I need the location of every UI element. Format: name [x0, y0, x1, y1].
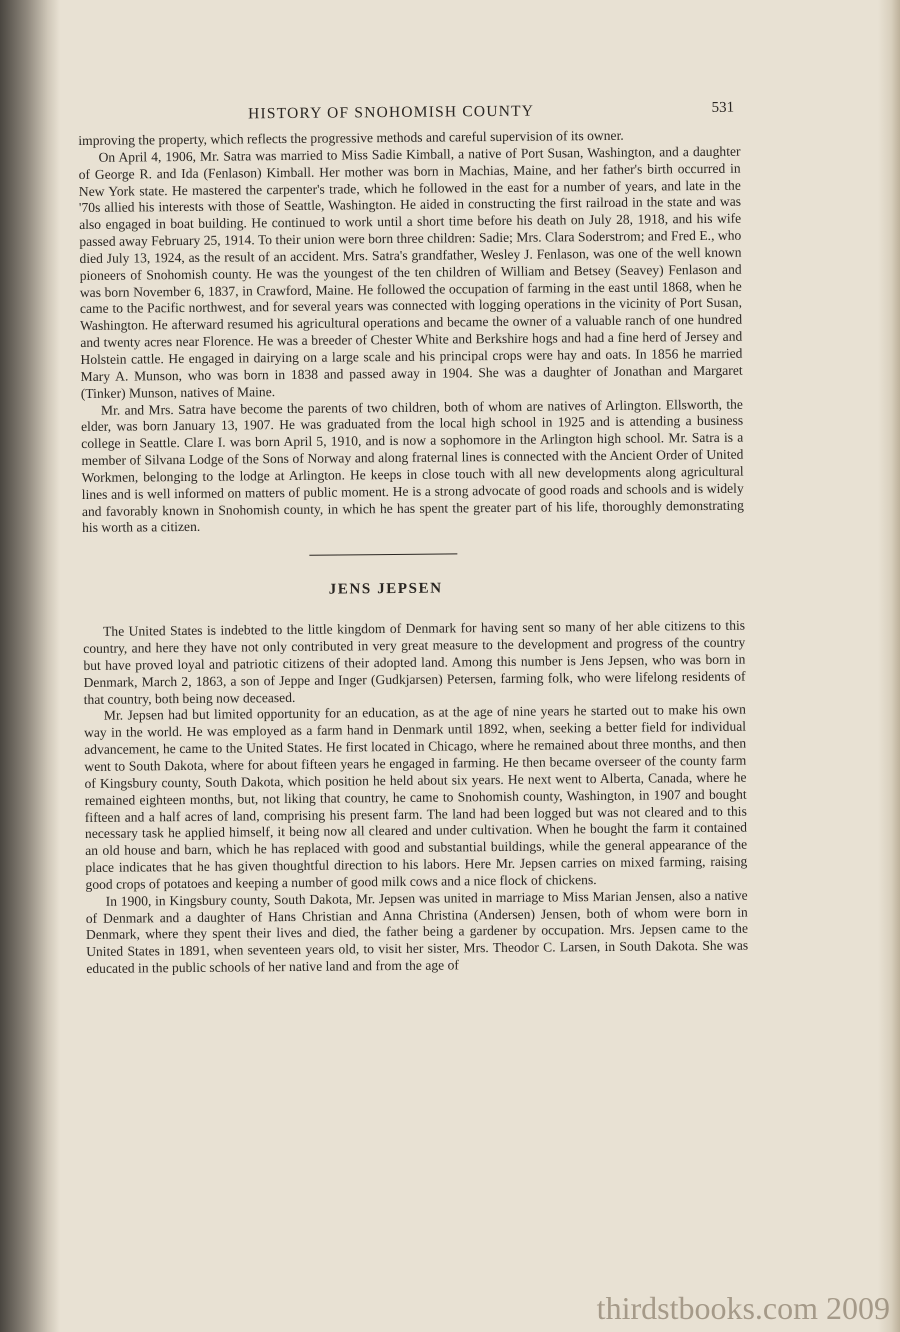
- watermark: thirdstbooks.com 2009: [596, 1290, 890, 1326]
- page-edge: [878, 0, 900, 1332]
- paragraph: On April 4, 1906, Mr. Satra was married to Miss Sadie Kimball, a native of Port Susan, Washington, and a daughter of George R. and Ida (Fenlason) Kimball. Her mother was born in Machias, Maine, and her father's birth occurred in New York state. He mastered the carpenter's trade, which he followed in the east for a number of years, and late in the '70s allied his interests with those of Seattle, Washington. He aided in constructing the first railroad in the state and was also engaged in boat building. He continued to work until a short time before his death on July 28, 1918, and his wife passed away February 25, 1914. To their union were born three children: Sadie; Mrs. Clara Soderstrom; and Fred E., who died July 13, 1924, as the result of an accident. Mrs. Satra's grandfather, Wesley J. Fenlason, was one of the well known pioneers of Snohomish county. He was the youngest of the ten children of William and Betsey (Seavey) Fenlason and was born November 6, 1837, in Crawford, Maine. He followed the occupation of farming in the east until 1868, when he came to the Pacific northwest, and for several years was connected with logging operations in the vicinity of Port Susan, Washington. He afterward resumed his agricultural operations and became the owner of a valuable ranch of one hundred and twenty acres near Florence. He was a breeder of Chester White and Berkshire hogs and had a fine herd of Jersey and Holstein cattle. He engaged in dairying on a large scale and his principal crops were hay and oats. In 1856 he married Mary A. Munson, who was born in 1838 and passed away in 1904. She was a daughter of Jonathan and Margaret (Tinker) Munson, natives of Maine.: [78, 143, 743, 401]
- paragraph: In 1900, in Kingsbury county, South Dakota, Mr. Jepsen was united in marriage to Miss Marian Jensen, also a native of Denmark and a daughter of Hans Christian and Anna Christina (Andersen) Jensen, both of whom were born in Denmark, where they spent their lives and died, the father being a gardener by occupation. Mrs. Jepsen came to the United States in 1891, when seventeen years old, to visit her sister, Mrs. Theodor C. Larsen, in South Dakota. She was educated in the public schools of her native land and from the age of: [85, 887, 749, 977]
- section-title: JENS JEPSEN: [328, 580, 443, 598]
- page-header: [78, 97, 740, 133]
- paragraph: improving the property, which reflects the progressive methods and careful supervision of its owner.: [78, 127, 624, 148]
- paragraph: Mr. and Mrs. Satra have become the parents of two children, both of whom are natives of Arlington. Ellsworth, the elder, was born January 13, 1907. He was graduated from the local high school in 1925 and is attending a business college in Seattle. Clare I. was born April 5, 1910, and is now a sophomore in the Arlington high school. Mr. Satra is a member of Silvana Lodge of the Sons of Norway and along fraternal lines is connected with the Ancient Order of United Workmen, belonging to the lodge at Arlington. He keeps in close touch with all new developments along agricultural lines and is well informed on matters of public moment. He is a strong advocate of good roads and schools and is widely and favorably known in Snohomish county, in which he has spent the greater part of his life, thoroughly demonstrating his worth as a citizen.: [81, 396, 744, 536]
- book-spine-shadow: [0, 0, 60, 1332]
- section-divider: [309, 554, 457, 556]
- paragraph: The United States is indebted to the little kingdom of Denmark for having sent so many of her able citizens to this country, and here they have not only contributed in very great measure to the development and progress of the country but have proved loyal and patriotic citizens of their adopted land. Among this number is Jens Jepsen, who was born in Denmark, March 2, 1863, a son of Jeppe and Inger (Gudkjarsen) Petersen, farming folk, who were lifelong residents of that country, both being now deceased.: [83, 617, 746, 707]
- running-title: HISTORY OF SNOHOMISH COUNTY: [248, 102, 535, 123]
- page-number: 531: [711, 99, 735, 116]
- paragraph: Mr. Jepsen had but limited opportunity for an education, as at the age of nine years he started out to make his own way in the world. He was employed as a farm hand in Denmark until 1892, when, seeking a better field for individual advancement, he came to the United States. He first located in Chicago, where he remained about three months, and then went to South Dakota, where for about fifteen years he engaged in farming. He then became overseer of the county farm of Kingsbury county, South Dakota, which position he held about six years. He next went to Alberta, Canada, where he remained eighteen months, but, not liking that country, he came to Snohomish county, Washington, in 1907 and bought fifteen and a half acres of land, comprising his present farm. The land had been logged but was not cleared and to this necessary task he applied himself, it being now all cleared and under cultivation. When he bought the farm it contained an old house and barn, which he has replaced with good and substantial buildings, while the general appearance of the place indicates that he has given thoughtful direction to his labors. Here Mr. Jepsen carries on mixed farming, raising good crops of potatoes and keeping a number of good milk cows and a nice flock of chickens.: [83, 702, 748, 892]
- book-page: [78, 97, 748, 978]
